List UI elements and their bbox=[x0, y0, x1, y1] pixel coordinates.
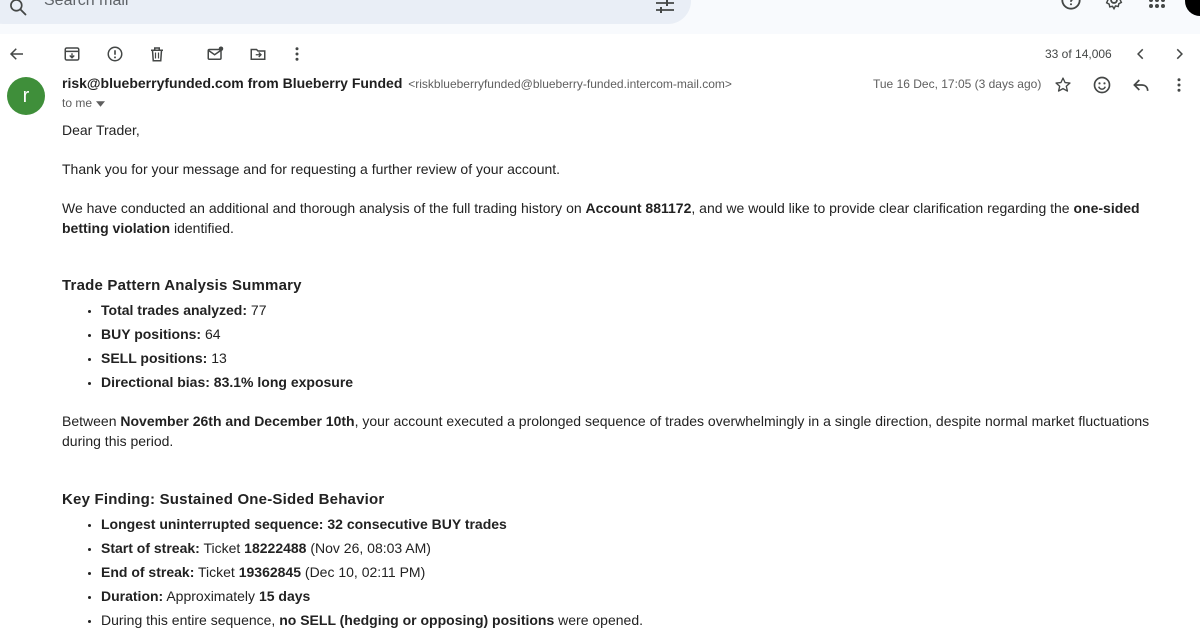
settings-gear-icon[interactable] bbox=[1102, 0, 1126, 12]
list-item: • End of streak: Ticket 19362845 (Dec 10, 02:11 PM) bbox=[101, 560, 643, 584]
more-vertical-icon[interactable] bbox=[1167, 73, 1191, 97]
sender-address: <riskblueberryfunded@blueberry-funded.intercom-mail.com> bbox=[408, 77, 732, 91]
list-item: • BUY positions: 64 bbox=[101, 322, 353, 346]
search-options-icon[interactable] bbox=[654, 0, 676, 21]
report-spam-icon[interactable] bbox=[103, 42, 127, 66]
help-icon[interactable] bbox=[1059, 0, 1083, 12]
emoji-reaction-icon[interactable] bbox=[1090, 73, 1114, 97]
violation-type: one-sided betting violation bbox=[62, 200, 1140, 236]
section-title-trade-pattern: Trade Pattern Analysis Summary bbox=[62, 277, 302, 294]
trade-pattern-list bbox=[62, 298, 353, 394]
search-icon[interactable] bbox=[8, 0, 28, 22]
back-arrow-icon[interactable] bbox=[5, 42, 29, 66]
apps-grid-icon[interactable] bbox=[1145, 0, 1169, 12]
newer-chevron-left-icon[interactable] bbox=[1129, 42, 1153, 66]
list-item: • During this entire sequence, no SELL (hedging or opposing) positions were opened. bbox=[101, 608, 643, 632]
search-bar[interactable] bbox=[0, 0, 691, 24]
search-input[interactable] bbox=[44, 0, 604, 14]
greeting: Dear Trader, bbox=[62, 122, 140, 138]
message-counter: 33 of 14,006 bbox=[1045, 47, 1112, 61]
recipient-label: to me bbox=[62, 96, 93, 110]
move-to-folder-icon[interactable] bbox=[246, 42, 270, 66]
account-avatar[interactable] bbox=[1185, 0, 1200, 16]
delete-trash-icon[interactable] bbox=[145, 42, 169, 66]
paragraph-3: Between November 26th and December 10th, your account executed a prolonged sequence of trades overwhelmingly in a single direction, despite normal market fluctuations during this period. bbox=[62, 413, 1150, 449]
account-number: Account 881172 bbox=[585, 200, 692, 216]
message-toolbar bbox=[0, 34, 1200, 78]
archive-icon[interactable] bbox=[60, 42, 84, 66]
list-item: • Longest uninterrupted sequence: 32 consecutive BUY trades bbox=[101, 512, 643, 536]
message-date: Tue 16 Dec, 17:05 (3 days ago) bbox=[873, 77, 1042, 91]
top-bar bbox=[0, 0, 1200, 34]
section-title-key-finding: Key Finding: Sustained One-Sided Behavior bbox=[62, 491, 385, 508]
list-item: • Total trades analyzed: 77 bbox=[101, 298, 353, 322]
sender-line bbox=[62, 75, 732, 91]
chevron-down-icon[interactable] bbox=[96, 96, 105, 110]
date-range: November 26th and December 10th bbox=[120, 413, 355, 429]
reply-icon[interactable] bbox=[1129, 73, 1153, 97]
sender-avatar-letter: r bbox=[22, 84, 30, 107]
list-item: • Directional bias: 83.1% long exposure bbox=[101, 370, 353, 394]
sender-name[interactable]: risk@blueberryfunded.com from Blueberry Funded bbox=[62, 75, 403, 91]
list-item: • Start of streak: Ticket 18222488 (Nov 26, 08:03 AM) bbox=[101, 536, 643, 560]
older-chevron-right-icon[interactable] bbox=[1167, 42, 1191, 66]
more-vertical-icon[interactable] bbox=[285, 42, 309, 66]
list-item: • SELL positions: 13 bbox=[101, 346, 353, 370]
sender-avatar[interactable] bbox=[7, 77, 45, 115]
paragraph-1: Thank you for your message and for requesting a further review of your account. bbox=[62, 161, 561, 177]
key-finding-list bbox=[62, 512, 643, 632]
list-item: • Duration: Approximately 15 days bbox=[101, 584, 643, 608]
paragraph-2: We have conducted an additional and thorough analysis of the full trading history on Account 881172, and we would like to provide clear clarification regarding the one-sided betting violation identified. bbox=[62, 200, 1140, 236]
star-icon[interactable] bbox=[1051, 73, 1075, 97]
recipient-toggle[interactable] bbox=[62, 96, 105, 110]
mark-unread-icon[interactable] bbox=[203, 42, 227, 66]
